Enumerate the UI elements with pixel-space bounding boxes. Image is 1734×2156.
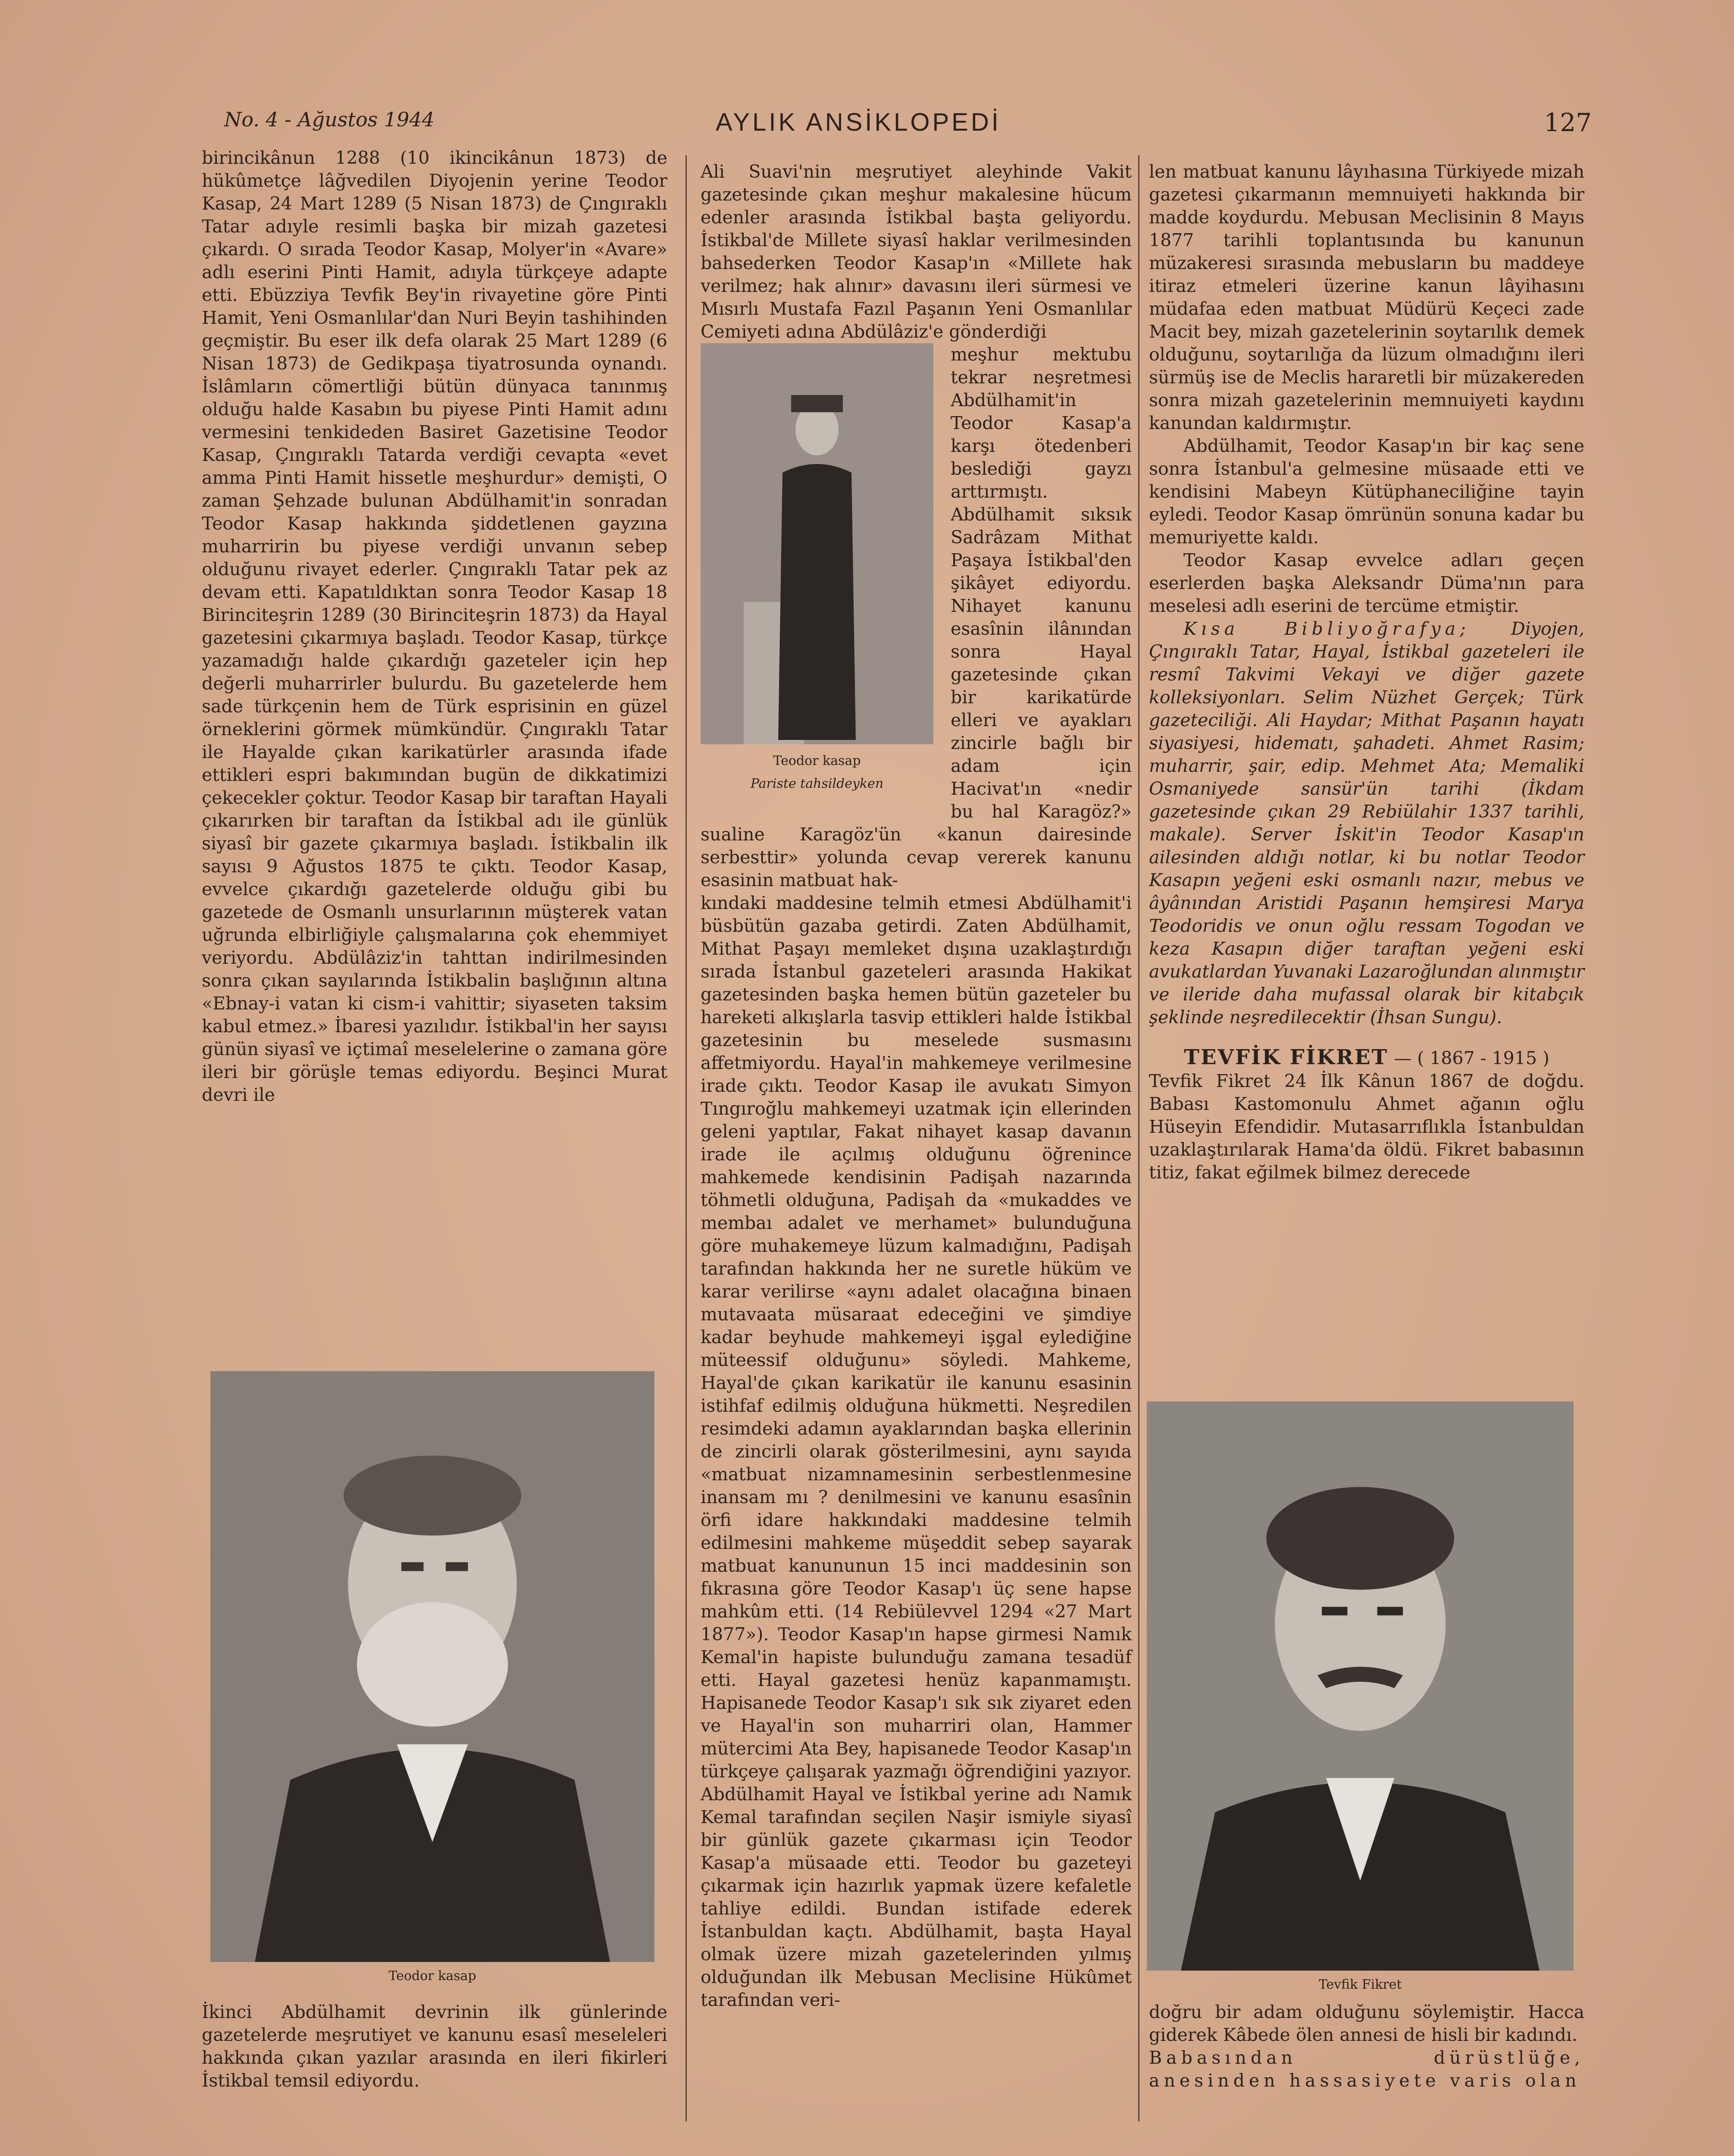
column-2 [701,160,1132,2012]
column3-after-photo-2: Babasından dürüstlüğe, anesinden hassasiyete varis olan [1149,2047,1584,2091]
column-3 [1149,160,1584,1184]
page-number: 127 [1544,108,1592,137]
bibliography-text: Diyojen, Çıngıraklı Tatar, Hayal, İstikbal gazeteleri ile resmî Takvimi Vekayi ve diğer gazete kolleksiyonları. Selim Nüzhet Gerçek; Türk gazeteciliği. Ali Haydar; Mithat Paşanın hayatı siyasiyesi, hidematı, şahadeti. Ahmet Rasim; muharrir, şair, edip. Mehmet Ata; Memaliki Osmaniyede sansür'ün tarihi (İkdam gazetesinde çıkan 29 Rebiülahir 1337 tarihli, makale). Server İskit'in Teodor Kasap'ın ailesinden aldığı notlar, ki bu notlar Teodor Kasapın yeğeni eski osmanlı nazır, mebus ve âyânından Aristidi Paşanın hemşiresi Marya Teodoridis ve onun oğlu ressam Togodan ve keza Kasapın diğer taraftan yeğeni eski avukatlardan Yuvanaki Lazaroğlundan alınmıştır ve ileride daha mufassal olarak bir kitabçık şeklinde neşredilecektir (İhsan Sungu). [1149,618,1585,1028]
column3-after-photo [1149,2001,1584,2092]
teodor-kasap-caption: Teodor kasap [388,1968,476,1984]
column1-text: birincikânun 1288 (10 ikincikânun 1873) de hükûmetçe lâğvedilen Diyojenin yerine Teodor Kasap, 24 Mart 1289 (5 Nisan 1873) de Çıngıraklı Tatar adıyle resimli başka bir mizah gazetesi çıkardı. O sırada Teodor Kasap, Molyer'in «Avare» adlı eserini Pinti Hamit, adıyla türkçeye adapte etti. Ebüzziya Tevfik Bey'in rivayetine göre Pinti Hamit, Yeni Osmanlılar'dan Nuri Beyin tashihinden geçmiştir. Bu eser ilk defa olarak 25 Mart 1289 (6 Nisan 1873) de Gedikpaşa tiyatrosunda oynandı. İslâmların cömertliği bütün dünyaca tanınmış olduğu halde Kasabın bu piyese Pinti Hamit adını vermesini tenkideden Basiret Gazetisine Teodor Kasap, Çıngıraklı Tatarda verdiği cevapta «evet amma Pinti Hamit hissetle meşhurdur» demişti, O zaman Şehzade bulunan Abdülhamit'in sonradan Teodor Kasap hakkında şiddetlenen gayzına muharririn bu piyese verdiği unvanın sebep olduğunu rivayet ederler. Çıngıraklı Tatar pek az devam etti. Kapatıldıktan sonra Teodor Kasap 18 Birinciteşrin 1289 (30 Birinciteşrin 1873) da Hayal gazetesini çıkarmıya başladı. Teodor Kasap, türkçe yazamadığı halde çıkardığı gazeteler için hep değerli muharrirler bulurdu. Bu gazetelerde hem sade türkçenin hem de Türk esprisinin en güzel örneklerini görmek mümkündür. Çıngıraklı Tatar ile Hayalde çıkan karikatürler arasında ifade ettikleri espri bakımından bugün de dikkatimizi çekecekler çoktur. Teodor Kasap bir taraftan Hayali çıkarırken bir taraftan da İstikbal adı ile günlük siyasî bir gazete çıkarmıya başladı. İstikbalin ilk sayısı 9 Ağustos 1875 te çıktı. Teodor Kasap, evvelce çıkardığı gazetelerde olduğu gibi bu gazetede de Osmanlı unsurlarının müşterek vatan uğrunda elbirliğiyle çalışmalarına çok ehemmiyet veriyordu. Abdülâziz'in tahttan indirilmesinden sonra çıkan sayılarında İstikbalin başlığının altına «Ebnay-i vatan ki cism-i vahittir; siyaseten taksim kabul etmez.» İbaresi yazılıdır. İstikbal'in her sayısı günün siyasî ve içtimaî meselelerine o zamana göre ileri bir görüşle temas ediyordu. Beşinci Murat devri ile [202,147,667,1105]
column3-paragraph-3: Teodor Kasap evvelce adları geçen eserlerden başka Aleksandr Düma'nın para meselesi adlı eserini de tercüme etmiştir. [1149,550,1584,616]
paris-photo-caption-1: Teodor kasap [773,753,861,768]
column3-paragraph-2: Abdülhamit, Teodor Kasap'ın bir kaç sene sonra İstanbul'a gelmesine müsaade etti ve kendisini Mabeyn Kütüphaneciliğine tayin eyledi. Teodor Kasap ömrünün sonuna kadar bu memuriyette kaldı. [1149,436,1584,548]
issue-label: No. 4 - Ağustos 1944 [224,108,435,131]
column1-after-photo [202,2001,667,2092]
column2-text-beside: meşhur mektubu tekrar neşretmesi Abdülhamit'in Teodor Kasap'a karşı ötedenberi beslediği gayzı arttırmıştı. Abdülhamit sıksık Sadrâzam Mithat Paşaya İstikbal'den şikâyet ediyordu. Nihayet kanunu esasînin ilânından sonra Hayal gazetesinde çıkan bir karikatürde elleri ve ayakları zincirle bağlı bir adam için Hacivat'ın «nedir bu hal Karagöz?» sualine Karagöz'ün «kanun dairesinde serbesttir» yolunda cevap vererek kanunu esasinin matbuat hak- [701,344,1132,890]
magazine-title: AYLIK ANSİKLOPEDİ [716,108,1001,136]
tevfik-fikret-heading [1149,1046,1584,1070]
bibliography-label: Kısa Bibliyoğrafya; [1183,618,1470,639]
teodor-kasap-portrait [210,1371,654,1962]
column-divider [1138,155,1139,2122]
teodor-kasap-paris-photo [701,343,933,744]
bibliography [1149,617,1584,1029]
paris-photo-caption-2: Pariste tahsildeyken [750,776,884,791]
young-kasap-photo-block [701,343,942,813]
column2-text-top: Ali Suavi'nin meşrutiyet aleyhinde Vakit gazetesinde çıkan meşhur makalesine hücum edenler arasında İstikbal başta geliyordu. İstikbal'de Millete siyasî haklar verilmesinden bahsederken Teodor Kasap'ın «Millete hak verilmez; hak alınır» davasını ileri sürmesi ve Mısırlı Mustafa Fazıl Paşanın Yeni Osmanlılar Cemiyeti adına Abdülâziz'e gönderdiği [701,161,1132,342]
column3-paragraph-4: Tevfik Fikret 24 İlk Kânun 1867 de doğdu. Babası Kastomonulu Ahmet ağanın oğlu Hüseyin Efendidir. Mutasarrıflıkla İstanbuldan uzaklaştırılarak Hama'da öldü. Fikret babasının titiz, fakat eğilmek bilmez derecede [1149,1071,1584,1183]
column1-after-photo-text: İkinci Abdülhamit devrinin ilk günlerinde gazetelerde meşrutiyet ve kanunu esasî meseleleri hakkında çıkan yazılar arasında en ileri fikirleri İstikbal temsil ediyordu. [202,2002,667,2091]
column3-after-photo-1: doğru bir adam olduğunu söylemiştir. Hacca giderek Kâbede ölen annesi de hisli bir kadındı. [1149,2002,1584,2045]
heading-name: TEVFİK FİKRET [1184,1045,1389,1069]
column-1 [202,147,667,1106]
column2-text-bottom: kındaki maddesine telmih etmesi Abdülhamit'i büsbütün gazaba getirdi. Zaten Abdülhamit, Mithat Paşayı memleket dışına uzaklaştırdığı sırada İstanbul gazeteleri arasında Hakikat gazetesinden başka hemen bütün gazeteler bu hareketi alkışlarla tasvip ettikleri halde İstikbal gazetesinin bu meselede susmasını affetmiyordu. Hayal'in mahkemeye verilmesine irade çıktı. Teodor Kasap ile avukatı Simyon Tıngıroğlu mahkemeyi uzatmak için ellerinden geleni yaptılar, Fakat nihayet kasap davanın irade ile açılmış olduğunu öğrenince mahkemede kendisinin Padişah nazarında töhmetli olduğuna, Padişah da «mukaddes ve membaı adalet ve merhamet» bulunduğuna göre muhakemeye lüzum kalmadığını, Padişah tarafından hakkında her ne suretle hüküm ve karar verilirse «aynı adalet olacağına binaen mutavaata müsaraat edeceğini ve şimdiye kadar beyhude mahkemeyi işgal eylediğine müteessif olduğunu» söyledi. Mahkeme, Hayal'de çıkan karikatür ile kanunu esasinin istihfaf edilmiş olduğuna hükmetti. Neşredilen resimdeki adamın ayaklarından başka ellerinin de zincirli olarak gösterilmesini, aynı sayıda «matbuat nizamnamesinin serbestlenmesine inansam mı ? denilmesini ve kanunu esasînin örfi idare hakkındaki maddesine telmih edilmesini mahkeme müşeddit sebep sayarak matbuat kanununun 15 inci maddesinin son fıkrasına göre Teodor Kasap'ı üç sene hapse mahkûm etti. (14 Rebiülevvel 1294 «27 Mart 1877»). Teodor Kasap'ın hapse girmesi Namık Kemal'in hapiste bulunduğu zamana tesadüf etti. Hayal gazetesi henüz kapanmamıştı. Hapisanede Teodor Kasap'ı sık sık ziyaret eden ve Hayal'in son muharriri olan, Hammer mütercimi Ata Bey, hapisanede Teodor Kasap'ın türkçeye çalışarak yazmağı öğrendiğini yazıyor. Abdülhamit Hayal ve İstikbal yerine adı Namık Kemal tarafından seçilen Naşir ismiyle siyasî bir günlük gazete çıkarması için Teodor Kasap'a müsaade etti. Teodor bu gazeteyi çıkarmak için hazırlık yapmak üzere kefaletle tahliye edildi. Bundan istifade ederek İstanbuldan kaçtı. Abdülhamit, başta Hayal olmak üzere mizah gazetelerinden yılmış olduğundan ilk Mebusan Meclisine Hükûmet tarafından veri- [701,893,1132,2010]
heading-dates: — ( 1867 - 1915 ) [1394,1048,1549,1069]
column3-paragraph-1: len matbuat kanunu lâyıhasına Türkiyede mizah gazetesi çıkarmanın memnuiyeti hakkında bir madde koydurdu. Mebusan Meclisinin 8 Mayıs 1877 tarihli toplantısında bu kanunun müzakeresi sırasında mebusların bu maddeye itiraz etmeleri üzerine kanun lâyihasını müdafaa eden matbuat Müdürü Keçeci zade Macit bey, mizah gazetelerinin soytarılık demek olduğunu, soytarılığa da lüzum olmadığını ileri sürmüş ise de Meclis hararetli bir müzakereden sonra mizah gazetelerinin memnuiyeti kaydını kanundan kaldırmıştır. [1149,161,1584,433]
tevfik-fikret-portrait [1147,1401,1574,1971]
column-divider [685,155,687,2122]
tevfik-fikret-caption: Tevfik Fikret [1318,1977,1402,1992]
